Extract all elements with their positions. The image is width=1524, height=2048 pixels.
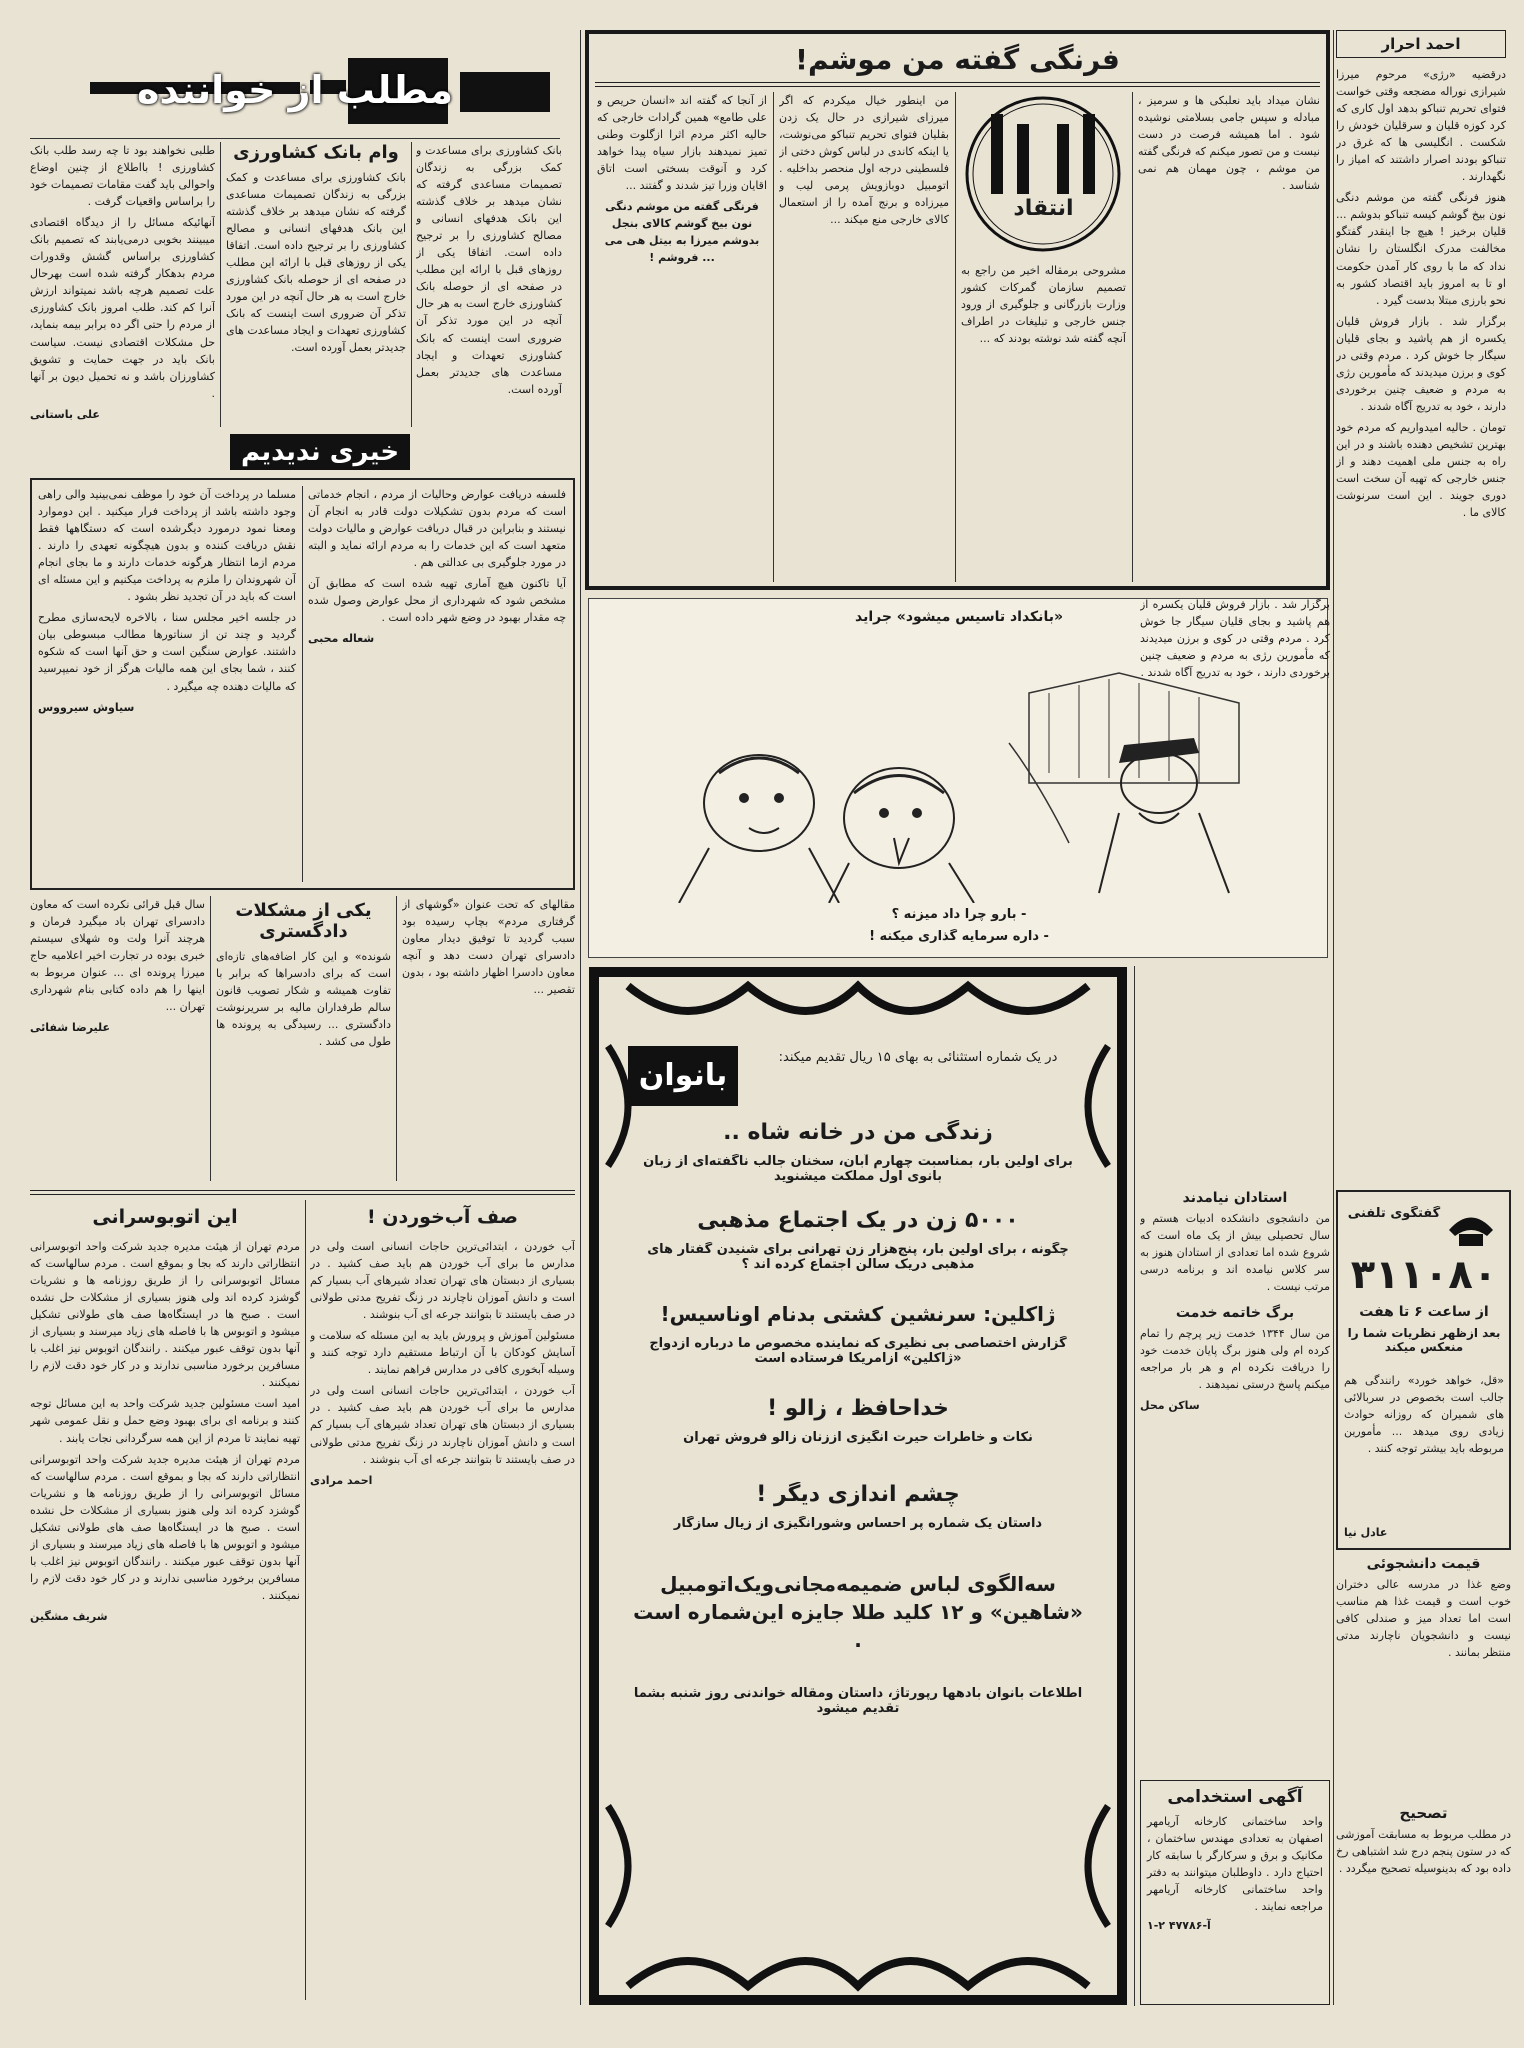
main-col-4 — [1138, 92, 1320, 582]
no-good-headline: خیری ندیدیم — [240, 437, 400, 467]
judiciary-text-3: شونده» و این کار اضافه‌های تازه‌ای است که برای دادسراها که برابر با تفاوت همیشه و شکار تصویب قانون سالم طرفداران مالیه بر سریرنوشت دادگستری ... رسیدگی به پرونده ها طول می کشد . — [216, 950, 391, 1049]
main-center-block: مشروحی برمقاله اخیر من راجع به تصمیم سازمان گمرکات کشور وزارت بازرگانی و جلوگیری از ورود جنس خارجی و تبلیغات در اطراف آنچه گفته شد نوشته بودند که ... — [961, 264, 1126, 346]
letters-column — [1140, 1190, 1330, 1770]
phone-desc: بعد ازظهر نظریات شما را منعکس میکند — [1347, 1326, 1501, 1354]
discharge-headline: برگ خاتمه خدمت — [1175, 1305, 1295, 1322]
correction-column — [1336, 1804, 1511, 2004]
phone-column — [1336, 1190, 1511, 1550]
water-headline: صف آب‌خوردن ! — [367, 1206, 518, 1228]
main-text-3: نشان میداد باید نعلبکی ها و سرمیز ، مبادله و سپس جامی بسلامتی نوشیده شود . اما همیشه فرصت در دست نیست و من تصور میکنم که فرنگی گفته من موشم ، چون مهمان هم نمی شناسد . — [1138, 94, 1320, 193]
column-rule — [210, 896, 211, 1181]
student-headline: قیمت دانشجوئی — [1366, 1556, 1481, 1572]
main-article-frame — [585, 30, 1330, 590]
cartoon-title: «بانکداد تاسیس میشود» جراید — [854, 609, 1063, 625]
phone-number: ۳۱۱۰۸۰ — [1350, 1252, 1498, 1298]
student-body: وضع غذا در مدرسه عالی دختران خوب است و قیمت غذا هم مناسب است اما تعداد میز و صندلی کافی نیست و دانشجویان ناچارند مدتی منتظر بمانند . — [1336, 1578, 1511, 1660]
ad-line-2b: چگونه ، برای اولین بار، پنج‌هزار زن تهرانی برای شنیدن گفتار های مذهبی دریک سالن اجتماع کرده اند ؟ — [647, 1242, 1069, 1272]
man-two-nose — [894, 838, 909, 863]
column-rule — [220, 142, 221, 427]
phone-label: گفتگوی تلفنی — [1347, 1206, 1441, 1221]
right-col-1 — [1336, 66, 1506, 956]
fees-signoff: شعاله محبی — [308, 632, 375, 646]
teachers-headline: استادان نیامدند — [1182, 1190, 1288, 1206]
column-rule — [302, 486, 303, 882]
column-rule — [955, 92, 956, 582]
fees-body-2: آیا تاکنون هیچ آماری تهیه شده است که مطابق آن مشخص شود که شهرداری از محل عوارض وصول شده چه مقدار بهبود در وضع شهر داده است . — [308, 577, 566, 625]
fees-body-1: فلسفه دریافت عوارض وحالیات از مردم ، انجام خدماتی است که مردم بدون تشکیلات دولت قادر به انجام آن نیستند و بنابراین در قبال دریافت عوارض و مالیات دولت متعهد است که این خدمات را به مردم ارائه نماید و البته در مورد جلوگیری بی عدالتی هم . — [308, 488, 566, 570]
bank-loan-text: بانک کشاورزی برای مساعدت و کمک بزرگی به زندگان تصمیمات مساعدی گرفته که نشان میدهد بر خلاف گذشته این بانک هدفهای انسانی و مصالح کشاورزی را بر ترجیح داده است. اتفاقا یکی از روزهای قبل با ارائه این مطلب در صفحه ای از حوصله بانک کشاورزی خارج است به هر حال آنچه در این مورد تذکر آن ضروری است اینست که بانک کشاورزی تعهدات و ایجاد مساعدت های جدیدتر بعمل آورده است. — [226, 171, 406, 355]
water-intro: آب خوردن ، ابتدائی‌ترین حاجات انسانی است ولی در مدارس ما برای آب خوردن هم باید صف کشید . در بسیاری از دبستان های تهران تعداد شیرهای آب بسیار کم است و دانش آموزان ناچارند در زنگ تفریح مدتی طولانی در صف بایستند تا بتوانند جرعه ای آب بنوشند . — [310, 1240, 575, 1322]
main-text-1: من اینطور خیال میکردم که اگر میرزای شیرازی در حال یک زدن بقلیان فتوای تحریم تنباکو می‌نوشت، یا اینکه کاندی در لباس کوش دختی از فلسطینی درجه اول منحصر بداخلیه . اتومبیل دوبازویش پرمی لیب و میرزاده و برنج آمده را از استعمال کالای خارجی منع میکند ... — [779, 94, 949, 227]
column-rule — [580, 30, 581, 2005]
right-text-2: برگزار شد . بازار فروش قلیان یکسره از هم پاشید و بجای قلیان سیگار جا خوش کرد . مردم وقتی در کوی و برزن میدیدند که مأمورین رژی به مردم و ضعیف چنین برخوردی دارند ، خود به تدریج آگاه شدند . — [1336, 314, 1506, 413]
bus-body-repeat: مردم تهران از هیئت مدیره جدید شرکت واحد اتوبوسرانی انتظاراتی دارند که بجا و بموقع است . مردم سالهاست که مسائل اتوبوسرانی را از طریق روزنامه ها و نشریات گوشزد کرده اند ولی هنوز بسیاری از مشکلات حل نشده است . صبح ها در ایستگاه‌ها صف های طولانی تشکیل میشود و اتوبوس ها با فاصله های زیاد میرسند و بسیاری از آنها بدون توقف عبور میکنند . رانندگان اتوبوس نیز اغلب با مسافرین برخورد مناسبی ندارند و در کار خود دقت لازم را نمیکنند . — [30, 1452, 300, 1602]
no-good-body2: در جلسه اخیر مجلس سنا ، بالاخره لایحه‌سازی مطرح گردید و چند تن از سناتورها مطالب مبسوطی بیان داشتند. عوارض سنگین است و حق آنها است که شکوه کنند ، شما بجای این همه مالیات هرگز از خود نمیپرسید که مالیات دهنده چه میگیرد . — [38, 611, 296, 693]
bus-body: مردم تهران از هیئت مدیره جدید شرکت واحد اتوبوسرانی انتظاراتی دارند که بجا و بموقع است . مردم سالهاست که مسائل اتوبوسرانی را از طریق روزنامه ها و نشریات گوشزد کرده اند ولی هنوز بسیاری از مشکلات حل نشده است . صبح ها در ایستگاه‌ها صف های طولانی تشکیل میشود و اتوبوس ها با فاصله های زیاد میرسند و بسیاری از آنها بدون توقف عبور میکنند . رانندگان اتوبوس نیز اغلب با مسافرین برخورد مناسبی ندارند و در کار خود دقت لازم را نمیکنند . — [30, 1240, 300, 1390]
main-col-2 — [779, 92, 949, 582]
banovan-logo-text: بانوان — [638, 1058, 728, 1093]
column-rule — [1132, 92, 1133, 582]
judiciary-signoff: علیرضا شفائی — [30, 1021, 111, 1035]
right-text-1: هنوز فرنگی گفته من موشم دنگی نون بیخ گوشم کیسه تنباکو بدوشم ... قلیان برخیز ! هیچ جا اینقدر گفتگو مخالفت مدرک انگلستان را نشان نداد که ما با روی کار آمدن حکومت او تا به امروز باید اقتصاد کشور به نحو بارزی مبتلا بدست گیرد . — [1336, 191, 1506, 307]
left-mid-frame — [30, 478, 575, 890]
columnist-box — [1336, 30, 1506, 60]
left-col-2 — [226, 142, 406, 427]
banovan-ad — [588, 966, 1128, 2006]
bank-loan-headline: وام بانک کشاورزی — [233, 142, 399, 163]
ad-line-6: سه‌الگوی لباس ضمیمه‌مجانی‌ویک‌اتومبیل «شاهین» و ۱۲ کلید طلا جایزه این‌شماره است . — [633, 1572, 1083, 1652]
left-col-1 — [30, 142, 215, 427]
jobs-body: واحد ساختمانی کارخانه آریامهر اصفهان به تعدادی مهندس ساختمان ، مکانیک و برق و سرکارگر با سابقه کار احتیاج دارد . داوطلبان میتوانند به دفتر واحد ساختمانی کارخانه آریامهر مراجعه نمایند . — [1147, 1815, 1323, 1914]
correction-body: در مطلب مربوط به مسابقت آموزشی که در ستون پنجم درج شد اشتباهی رخ داده بود که بدینوسیله تصحیح میگردد . — [1336, 1828, 1511, 1876]
discharge-body: من سال ۱۳۴۴ خدمت زیر پرچم را تمام کرده ام ولی هنوز برگ پایان خدمت خود را دریافت نکرده ام و هر بار مراجعه میکنم پاسخ درستی نمیدهند . — [1140, 1327, 1330, 1392]
main-col-3 — [961, 262, 1126, 582]
criticism-badge — [961, 92, 1126, 257]
main-verse: فرنگی گفته من موشم دنگی نون بیخ گوشم کالای بنجل بدوشم میرزا به بیتل هی می ... فروشم ! — [604, 200, 760, 265]
no-good-header — [30, 428, 562, 476]
judiciary-col-2 — [216, 896, 391, 1181]
shouting-lines — [1009, 743, 1069, 843]
main-text-4: درقضیه «رژی» مرحوم میرزا شیرازی نوراله مضجعه وقتی خواست فتوای تحریم تنباکو بدهد اول کاری که کرد کوزه قلیان و سرقلیان خودش را شکست . انگلیسی ها که غرق در تنباکو بودند اصرار داشتند که امیاز را نگهدارند . — [1336, 68, 1506, 184]
column-rule — [773, 92, 774, 582]
jobs-ad — [1140, 1780, 1330, 2005]
student-column — [1336, 1556, 1511, 1796]
ad-line-4: خداحافظ ، زالو ! — [767, 1396, 949, 1421]
column-rule — [396, 896, 397, 1181]
column-rule — [1134, 966, 1135, 2006]
man-one-hair — [719, 758, 799, 773]
man-one-head — [704, 755, 814, 851]
man-two-head — [844, 768, 954, 868]
section-divider — [30, 1190, 575, 1195]
cartoon-caption-2: - داره سرمایه گذاری میکنه ! — [869, 929, 1049, 944]
water-intro-repeat: آب خوردن ، ابتدائی‌ترین حاجات انسانی است ولی در مدارس ما برای آب خوردن هم باید صف کشید . در بسیاری از دبستان های تهران تعداد شیرهای آب بسیار کم است و دانش آموزان ناچارند در زنگ تفریح مدتی طولانی در صف بایستند تا بتوانند جرعه ای آب بنوشند . — [310, 1384, 575, 1466]
right-inner-col — [1140, 596, 1330, 958]
correction-headline: تصحیح — [1399, 1804, 1448, 1822]
bus-signoff: شریف مشگین — [30, 1609, 108, 1623]
right-inner-text: برگزار شد . بازار فروش قلیان یکسره از هم پاشید و بجای قلیان سیگار جا خوش کرد . مردم وقتی در کوی و برزن میدیدند که مأمورین رژی به مردم و ضعیف چنین برخوردی دارند ، خود به تدریج آگاه شدند . — [1140, 598, 1330, 680]
telephone-icon — [1441, 1200, 1501, 1250]
judiciary-text-2: مقالهای که تحت عنوان «گوشهای از گرفتاری مردم» بچاپ رسیده بود سبب گردید تا توفیق دیدار معاون دادسرای تهران دست دهد و آنچه معاون دادسرا اظهار داشته بود ، بدون تقصیر ... — [402, 898, 575, 997]
column-rule — [411, 142, 412, 427]
section-title: مطلب از خواننده — [136, 68, 454, 112]
divider — [30, 138, 560, 139]
ad-line-4b: نکات و خاطرات حیرت انگیزی اززنان زالو فروش تهران — [683, 1430, 1033, 1445]
discharge-sign: ساکن محل — [1140, 1399, 1200, 1413]
title-divider — [595, 82, 1320, 87]
main-col-1 — [597, 92, 767, 582]
water-body-wrap — [310, 1238, 575, 1489]
left-intro-text: طلبی نخواهند بود تا چه رسد طلب بانک کشاورزی ! بااطلاع از چنین اوضاع واحوالی باید گفت مقامات تصمیمات خود را براساس واقعیات گرفت . — [30, 144, 215, 209]
column-rule — [305, 1200, 306, 2000]
ad-line-5b: داستان یک شماره پر احساس وشورانگیزی از زیال سازگار — [673, 1516, 1043, 1531]
banovan-logo — [628, 1046, 738, 1106]
ad-content — [628, 1036, 1088, 1936]
fees-body-col — [308, 486, 566, 882]
bus-body-wrap — [30, 1238, 300, 1625]
judiciary-headline: یکی از مشکلات دادگستری — [235, 900, 372, 942]
bank-loan-text-cont: بانک کشاورزی برای مساعدت و کمک بزرگی به زندگان تصمیمات مساعدی گرفته که نشان میدهد بر خلاف گذشته این بانک هدفهای انسانی و مصالح کشاورزی را بر ترجیح داده است. اتفاقا یکی از روزهای قبل با ارائه این مطلب در صفحه ای از حوصله بانک کشاورزی خارج است به هر حال آنچه در این مورد تذکر آن ضروری است اینست که بانک کشاورزی تعهدات و ایجاد مساعدت های جدیدتر بعمل آورده است. — [416, 144, 562, 396]
no-good-signoff: سیاوش سیرووس — [38, 700, 135, 714]
cartoon-caption-1: - بارو چرا داد میزنه ؟ — [891, 907, 1027, 922]
bus-headline: این اتوبوسرانی — [92, 1206, 238, 1228]
ad-line-1b: برای اولین بار، بمناسبت چهارم آبان، سخنان جالب ناگفته‌ای از زبان بانوی اول مملکت میشنوید — [643, 1154, 1073, 1184]
section-title-block — [30, 52, 560, 132]
no-good-body-col — [38, 486, 296, 882]
phone-sign: عادل نیا — [1344, 1526, 1388, 1539]
criticism-badge-icon — [961, 92, 1126, 257]
ad-line-5: چشم اندازی دیگر ! — [756, 1482, 960, 1507]
phone-body: «قل، خواهد خورد» رانندگی هم جالب است بخصوص در سربالائی های شمیران که روزانه حوادث زیادی روی میدهد ... مأمورین مربوطه باید بیشتر توجه کنند . — [1344, 1374, 1504, 1456]
judiciary-col-1 — [30, 896, 205, 1181]
ad-line-1: زندگی من در خانه شاه .. — [723, 1120, 993, 1145]
left-body-text: آنهائیکه مسائل را از دیدگاه اقتصادی میبینند بخوبی درمی‌یابند که تصمیم بانک کشاورزی براساس گشش وقدورات مردم بدهکار گرفته شده است بهرحال علت تصمیم هرچه باشد نمیتواند ارزش آنرا کم کند. طلب امروز بانک کشاورزی از مردم را حتی اگر ده برابر بیمه بنماید، حل مشکلات اقتصادی نیست. سیاست بانک باید در جهت حمایت و تشویق کشاورزان باشد و نه تحمیل دیون بر آنها . — [30, 216, 215, 400]
ad-line-2: ۵۰۰۰ زن در یک اجتماع مذهبی — [697, 1208, 1019, 1233]
water-signoff: احمد مرادی — [310, 1473, 373, 1487]
column-rule — [1333, 30, 1334, 2005]
right-text-3: تومان . حالیه امیدواریم که مردم خود بهترین تشخیص دهنده باشند و در این راه به جنس ملی اهمیت دهند و از جنس خارجی که تهیه آن سخت است دوری جویند . این است سرنوشت کالای ما . — [1336, 420, 1506, 520]
phone-hours: از ساعت ۶ تا هفت — [1359, 1304, 1489, 1320]
left-signoff: علی باستانی — [30, 407, 100, 421]
jobs-ref: آ-۴۷۷۸۶ ۲-۱ — [1147, 1919, 1211, 1933]
ad-line-3: ژاکلین: سرنشین کشتی بدنام اوناسیس! — [660, 1302, 1056, 1326]
jobs-headline: آگهی استخدامی — [1167, 1787, 1303, 1807]
teachers-body: من دانشجوی دانشکده ادبیات هستم و سال تحصیلی بیش از یک ماه است که شروع شده اما تعدادی از استادان هنوز به سر کلاس نیامده اند و برنامه درسی مرتب نیست . — [1140, 1212, 1330, 1294]
main-text-2: از آنجا که گفته اند «انسان حریص و علی طامع» همین گرادات خارجی که حالیه اکثر مردم اثرا ازگلوت وطنی تمیز نمیدهند بازار سیاه پیدا خواهد کرد و آنوقت بسختی است اتاق اقایان وزرا تیز شدند و گفتند ... — [597, 94, 767, 193]
judiciary-text-1: سال قبل قرائی نکرده است که معاون دادسرای تهران باد میگیرد فرمان و هرچند آنرا ولت وه شهلای سیستم خبری بوده در تجارت اخیر اعلامیه حاج میرزا پرونده ای ... عنوان مربوط به اینها را هم داده کتابی بنام شهرداری تهران ... — [30, 898, 205, 1014]
ad-line-3b: گزارش اختصاصی بی نظیری که نماینده مخصوص ما درباره ازدواج «ژاکلین» ازامریکا فرستاده است — [649, 1336, 1067, 1366]
bus-article — [30, 1200, 300, 2000]
no-good-body: مسلما در پرداخت آن خود را موظف نمی‌بینید والی راهی وجود داشته باشد از پرداخت فرار میکنید . این دوموارد ومعنا نمود درمورد دیگرشده است که دستگاهها فقط نقش دریافت کننده و بدون هیچگونه تعهدی را دارند . مردم ازما انتظار هرگونه خدمات دارند و ما بجای انجام آن شهروندان را ملزم به پرداخت میکنیم و این مسئله ای است که باید در آن تجدید نظر بشود . — [38, 488, 296, 604]
judiciary-article — [30, 896, 575, 1186]
columnist-name: احمد احرار — [1336, 30, 1506, 58]
left-col-3 — [416, 142, 562, 427]
ad-line-7: اطلاعات بانوان بادهها رپورتاژ، داستان ومقاله خواندنی روز شنبه بشما تقدیم میشود — [633, 1686, 1083, 1716]
criticism-label: انتقاد — [1013, 196, 1074, 221]
water-article — [310, 1200, 575, 2000]
main-article-title: فرنگی گفته من موشم! — [795, 43, 1120, 76]
judiciary-col-3 — [402, 896, 575, 1181]
ad-header: در یک شماره استثنائی به بهای ۱۵ ریال تقدیم میکند: — [778, 1050, 1058, 1065]
water-body: مسئولین آموزش و پرورش باید به این مسئله که سلامت و آسایش کودکان با آن ارتباط مستقیم دارد توجه کنند و وسیله آبخوری کافی در مدارس فراهم نمایند . — [310, 1329, 575, 1377]
bus-body2: امید است مسئولین جدید شرکت واحد به این مسائل توجه کنند و برنامه ای برای بهبود وضع حمل و نقل عمومی شهر تهیه نمایند تا مردم از این همه سرگردانی نجات یابند . — [30, 1397, 300, 1445]
